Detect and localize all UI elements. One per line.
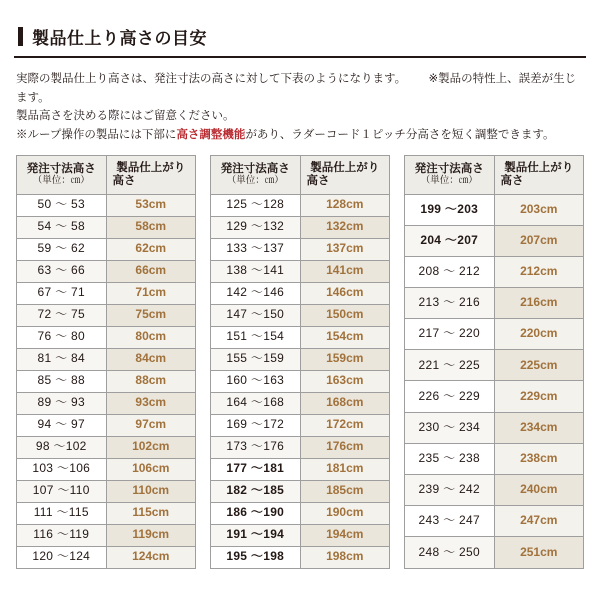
table-row: [405, 381, 584, 412]
cell-finish: 240cm: [494, 474, 584, 505]
table-row: [17, 546, 196, 568]
size-table-3: [404, 155, 584, 569]
header-order-label: 発注寸法高さ: [220, 162, 290, 175]
cell-order: 186 ～190: [211, 502, 301, 524]
table-row: [17, 414, 196, 436]
table-row: [17, 260, 196, 282]
header-finish: [494, 155, 584, 194]
cell-finish: 106cm: [106, 458, 196, 480]
cell-finish: 88cm: [106, 370, 196, 392]
cell-finish: 150cm: [300, 304, 390, 326]
table-row: [211, 524, 390, 546]
cell-order: 177 ～181: [211, 458, 301, 480]
cell-order: 94 ～ 97: [17, 414, 107, 436]
header-finish-label-2: 高さ: [500, 174, 524, 187]
header-row: [211, 155, 390, 194]
table-row: [17, 304, 196, 326]
cell-order: 138 ～141: [211, 260, 301, 282]
table-row: [17, 216, 196, 238]
cell-order: 107 ～110: [17, 480, 107, 502]
cell-finish: 181cm: [300, 458, 390, 480]
note-line-1a: 実際の製品仕上り高さは、発注寸法の高さに対して下表のようになります。: [16, 73, 407, 85]
note-line-1b: ※製品の特性上、誤差が生じます。: [16, 73, 577, 104]
table-row: [17, 194, 196, 216]
notes-block: [14, 70, 586, 145]
note-line-3b: があり、ラダーコード１ピッチ分高さを短く調整できます。: [245, 128, 555, 141]
cell-order: 164 ～168: [211, 392, 301, 414]
cell-order: 182 ～185: [211, 480, 301, 502]
cell-order: 195 ～198: [211, 546, 301, 568]
table-row: [211, 194, 390, 216]
cell-finish: 168cm: [300, 392, 390, 414]
cell-finish: 102cm: [106, 436, 196, 458]
header-finish-label-2: 高さ: [306, 174, 330, 187]
cell-order: 67 ～ 71: [17, 282, 107, 304]
table-row: [17, 238, 196, 260]
table-row: [405, 474, 584, 505]
cell-finish: 185cm: [300, 480, 390, 502]
header-row: [17, 155, 196, 194]
header-order: [405, 155, 495, 194]
cell-order: 226 ～ 229: [405, 381, 495, 412]
cell-order: 111 ～115: [17, 502, 107, 524]
cell-order: 129 ～132: [211, 216, 301, 238]
table-row: [211, 304, 390, 326]
header-row: [405, 155, 584, 194]
table-row: [405, 443, 584, 474]
table-row: [211, 216, 390, 238]
cell-finish: 84cm: [106, 348, 196, 370]
cell-order: 151 ～154: [211, 326, 301, 348]
table-row: [405, 256, 584, 287]
cell-finish: 146cm: [300, 282, 390, 304]
cell-finish: 207cm: [494, 225, 584, 256]
size-table-3-head: [405, 155, 584, 194]
cell-finish: 220cm: [494, 319, 584, 350]
note-line-2: 製品高さを決める際にはご留意ください。: [16, 110, 235, 123]
header-finish: [106, 155, 196, 194]
header-finish-label-1: 製品仕上がり: [504, 161, 574, 174]
note-highlight: 高さ調整機能: [176, 128, 246, 141]
table-row: [211, 326, 390, 348]
cell-finish: 53cm: [106, 194, 196, 216]
table-row: [405, 225, 584, 256]
cell-finish: 132cm: [300, 216, 390, 238]
table-row: [211, 392, 390, 414]
cell-order: 239 ～ 242: [405, 474, 495, 505]
table-row: [17, 282, 196, 304]
cell-finish: 247cm: [494, 506, 584, 537]
cell-finish: 176cm: [300, 436, 390, 458]
header-finish-label-1: 製品仕上がり: [310, 161, 380, 174]
cell-finish: 229cm: [494, 381, 584, 412]
note-line-3: [16, 126, 584, 145]
table-row: [17, 370, 196, 392]
size-table-1-body: [17, 194, 196, 568]
header-order-unit: （単位：㎝）: [32, 174, 90, 186]
cell-order: 213 ～ 216: [405, 287, 495, 318]
table-row: [17, 392, 196, 414]
size-table-3-body: [405, 194, 584, 568]
table-row: [211, 260, 390, 282]
size-table-2: [210, 155, 390, 569]
cell-order: 155 ～159: [211, 348, 301, 370]
cell-order: 243 ～ 247: [405, 506, 495, 537]
table-row: [17, 524, 196, 546]
cell-order: 208 ～ 212: [405, 256, 495, 287]
cell-finish: 159cm: [300, 348, 390, 370]
cell-order: 59 ～ 62: [17, 238, 107, 260]
table-row: [17, 436, 196, 458]
table-row: [17, 480, 196, 502]
cell-finish: 124cm: [106, 546, 196, 568]
table-row: [211, 414, 390, 436]
cell-finish: 71cm: [106, 282, 196, 304]
table-row: [405, 194, 584, 225]
size-table-1: [16, 155, 196, 569]
cell-finish: 80cm: [106, 326, 196, 348]
cell-order: 235 ～ 238: [405, 443, 495, 474]
table-row: [17, 502, 196, 524]
cell-order: 133 ～137: [211, 238, 301, 260]
table-row: [211, 238, 390, 260]
table-row: [17, 458, 196, 480]
table-row: [211, 458, 390, 480]
cell-order: 89 ～ 93: [17, 392, 107, 414]
cell-finish: 212cm: [494, 256, 584, 287]
table-row: [211, 370, 390, 392]
cell-finish: 115cm: [106, 502, 196, 524]
cell-finish: 66cm: [106, 260, 196, 282]
cell-finish: 198cm: [300, 546, 390, 568]
header-finish-label-1: 製品仕上がり: [116, 161, 186, 174]
cell-finish: 216cm: [494, 287, 584, 318]
cell-order: 81 ～ 84: [17, 348, 107, 370]
cell-finish: 234cm: [494, 412, 584, 443]
cell-order: 98 ～102: [17, 436, 107, 458]
cell-finish: 93cm: [106, 392, 196, 414]
table-row: [405, 506, 584, 537]
cell-order: 50 ～ 53: [17, 194, 107, 216]
table-row: [211, 436, 390, 458]
table-row: [405, 287, 584, 318]
cell-order: 103 ～106: [17, 458, 107, 480]
table-row: [211, 348, 390, 370]
header-order-label: 発注寸法高さ: [414, 162, 484, 175]
cell-order: 125 ～128: [211, 194, 301, 216]
cell-finish: 190cm: [300, 502, 390, 524]
table-row: [405, 319, 584, 350]
page-title: 製品仕上り高さの目安: [32, 29, 207, 48]
header-order-unit: （単位：㎝）: [226, 174, 284, 186]
page-title-bar: [14, 24, 586, 58]
cell-finish: 251cm: [494, 537, 584, 568]
table-row: [17, 326, 196, 348]
table-row: [17, 348, 196, 370]
cell-order: 120 ～124: [17, 546, 107, 568]
cell-order: 160 ～163: [211, 370, 301, 392]
header-finish: [300, 155, 390, 194]
cell-order: 147 ～150: [211, 304, 301, 326]
cell-order: 217 ～ 220: [405, 319, 495, 350]
cell-order: 248 ～ 250: [405, 537, 495, 568]
table-row: [211, 282, 390, 304]
cell-order: 142 ～146: [211, 282, 301, 304]
table-row: [211, 546, 390, 568]
table-row: [405, 412, 584, 443]
cell-finish: 238cm: [494, 443, 584, 474]
cell-finish: 119cm: [106, 524, 196, 546]
cell-finish: 203cm: [494, 194, 584, 225]
cell-order: 54 ～ 58: [17, 216, 107, 238]
table-row: [405, 350, 584, 381]
header-order: [17, 155, 107, 194]
cell-finish: 163cm: [300, 370, 390, 392]
header-order-unit: （単位：㎝）: [420, 174, 478, 186]
cell-finish: 58cm: [106, 216, 196, 238]
note-line-1: [16, 70, 584, 107]
cell-finish: 75cm: [106, 304, 196, 326]
cell-order: 199 ～203: [405, 194, 495, 225]
cell-order: 169 ～172: [211, 414, 301, 436]
cell-finish: 172cm: [300, 414, 390, 436]
cell-finish: 225cm: [494, 350, 584, 381]
cell-order: 173 ～176: [211, 436, 301, 458]
cell-order: 85 ～ 88: [17, 370, 107, 392]
cell-finish: 62cm: [106, 238, 196, 260]
size-table-2-body: [211, 194, 390, 568]
cell-order: 221 ～ 225: [405, 350, 495, 381]
header-order-label: 発注寸法高さ: [26, 162, 96, 175]
cell-finish: 141cm: [300, 260, 390, 282]
cell-finish: 154cm: [300, 326, 390, 348]
cell-order: 191 ～194: [211, 524, 301, 546]
note-line-3a: ※ループ操作の製品には下部に: [16, 128, 177, 141]
table-row: [211, 480, 390, 502]
cell-finish: 194cm: [300, 524, 390, 546]
cell-finish: 137cm: [300, 238, 390, 260]
size-tables: [14, 155, 586, 569]
cell-finish: 97cm: [106, 414, 196, 436]
size-table-1-head: [17, 155, 196, 194]
cell-order: 116 ～119: [17, 524, 107, 546]
header-finish-label-2: 高さ: [112, 174, 136, 187]
table-row: [405, 537, 584, 568]
cell-finish: 110cm: [106, 480, 196, 502]
cell-order: 204 ～207: [405, 225, 495, 256]
header-order: [211, 155, 301, 194]
cell-order: 230 ～ 234: [405, 412, 495, 443]
cell-order: 63 ～ 66: [17, 260, 107, 282]
title-accent-bar: [18, 27, 23, 46]
cell-order: 72 ～ 75: [17, 304, 107, 326]
table-row: [211, 502, 390, 524]
cell-order: 76 ～ 80: [17, 326, 107, 348]
size-table-2-head: [211, 155, 390, 194]
cell-finish: 128cm: [300, 194, 390, 216]
